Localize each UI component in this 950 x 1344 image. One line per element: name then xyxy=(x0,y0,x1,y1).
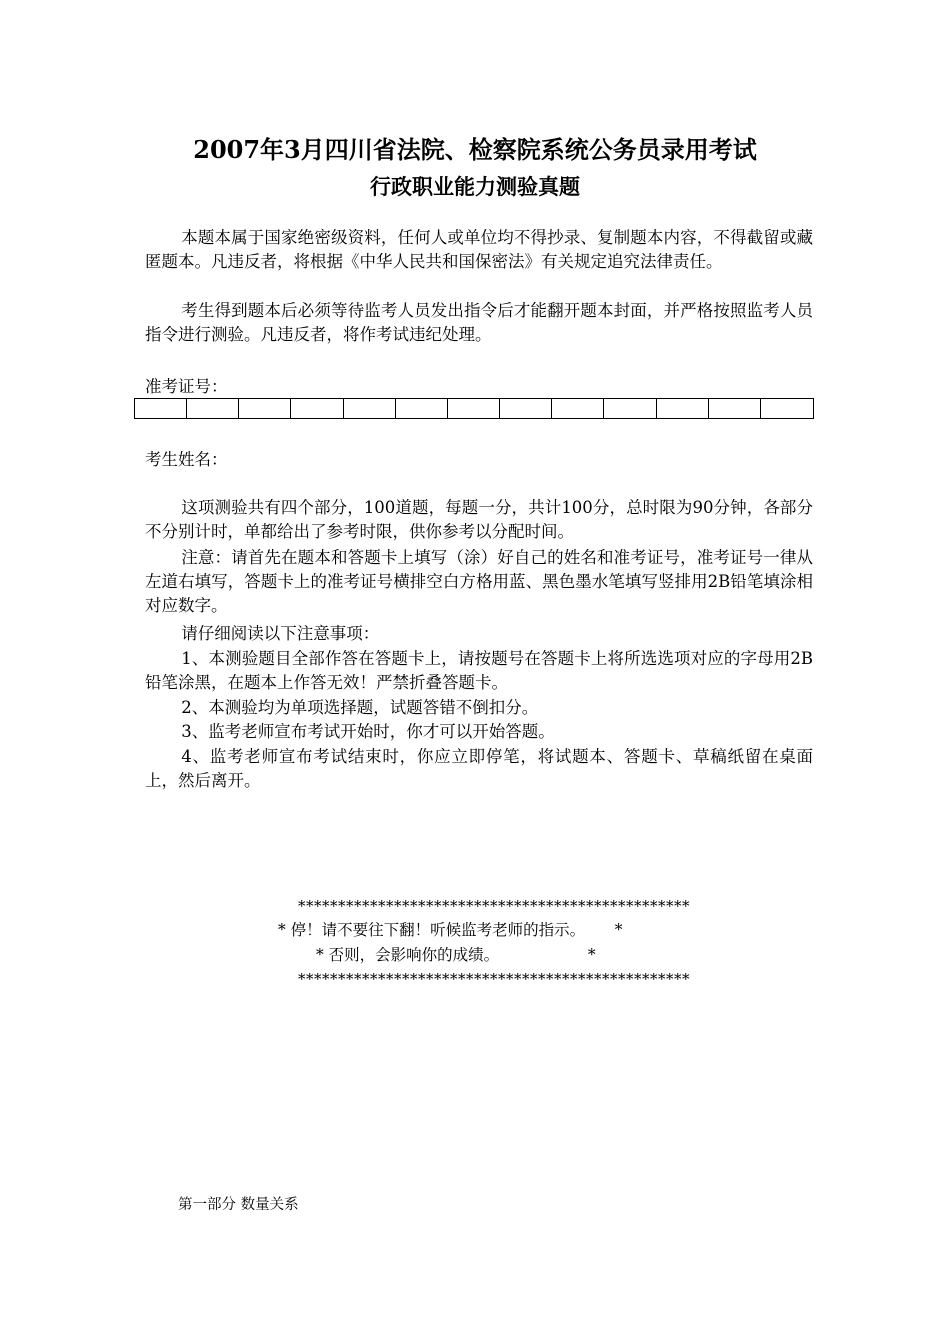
instruction-item: 1、本测验题目全部作答在答题卡上，请按题号在答题卡上将所选选项对应的字母用2B铅笔涂黑，在题本上作答无效！严禁折叠答题卡。 xyxy=(145,649,813,692)
id-box[interactable] xyxy=(187,399,239,418)
id-box[interactable] xyxy=(448,399,500,418)
id-box[interactable] xyxy=(657,399,709,418)
fill-in-note: 注意：请首先在题本和答题卡上填写（涂）好自己的姓名和准考证号，准考证号一律从左道右填写，答题卡上的准考证号横排空白方格用蓝、黑色墨水笔填写竖排用2B铅笔填涂相对应数字。 xyxy=(145,548,813,615)
warning-line-stop: * 停！请不要往下翻！听候监考老师的指示。 * xyxy=(278,921,623,939)
instruction-item: 2、本测验均为单项选择题，试题答错不倒扣分。 xyxy=(181,698,539,717)
id-box[interactable] xyxy=(396,399,448,418)
warning-border-top: ************************************************* xyxy=(298,897,690,915)
warning-line-consequence: * 否则，会影响你的成绩。 * xyxy=(316,946,596,964)
id-box[interactable] xyxy=(552,399,604,418)
read-carefully: 请仔细阅读以下注意事项： xyxy=(181,624,380,643)
confidentiality-notice: 本题本属于国家绝密级资料，任何人或单位均不得抄录、复制题本内容，不得截留或藏匿题本。凡违反者，将根据《中华人民共和国保密法》有关规定追究法律责任。 xyxy=(145,228,813,271)
id-box[interactable] xyxy=(761,399,813,418)
admission-number-grid[interactable] xyxy=(134,398,814,419)
id-box[interactable] xyxy=(500,399,552,418)
id-box[interactable] xyxy=(709,399,761,418)
test-overview: 这项测验共有四个部分，100道题，每题一分，共计100分，总时限为90分钟，各部分不分别计时，单都给出了参考时限，供你参考以分配时间。 xyxy=(145,498,813,541)
section-heading: 第一部分 数量关系 xyxy=(178,1197,299,1213)
warning-border-bottom: ************************************************* xyxy=(298,970,690,988)
id-box[interactable] xyxy=(291,399,343,418)
admission-number-label: 准考证号： xyxy=(145,377,228,396)
id-box[interactable] xyxy=(344,399,396,418)
opening-instruction: 考生得到题本后必须等待监考人员发出指令后才能翻开题本封面，并严格按照监考人员指令进行测验。凡违反者，将作考试违纪处理。 xyxy=(145,301,813,344)
candidate-name-label: 考生姓名： xyxy=(145,450,228,469)
exam-subtitle: 行政职业能力测验真题 xyxy=(370,174,580,199)
id-box[interactable] xyxy=(604,399,656,418)
exam-title: 2007年3月四川省法院、检察院系统公务员录用考试 xyxy=(193,135,757,164)
id-box[interactable] xyxy=(135,399,187,418)
instruction-item: 3、监考老师宣布考试开始时，你才可以开始答题。 xyxy=(181,722,555,741)
id-box[interactable] xyxy=(239,399,291,418)
instruction-item: 4、监考老师宣布考试结束时，你应立即停笔，将试题本、答题卡、草稿纸留在桌面上，然后离开。 xyxy=(145,747,813,790)
